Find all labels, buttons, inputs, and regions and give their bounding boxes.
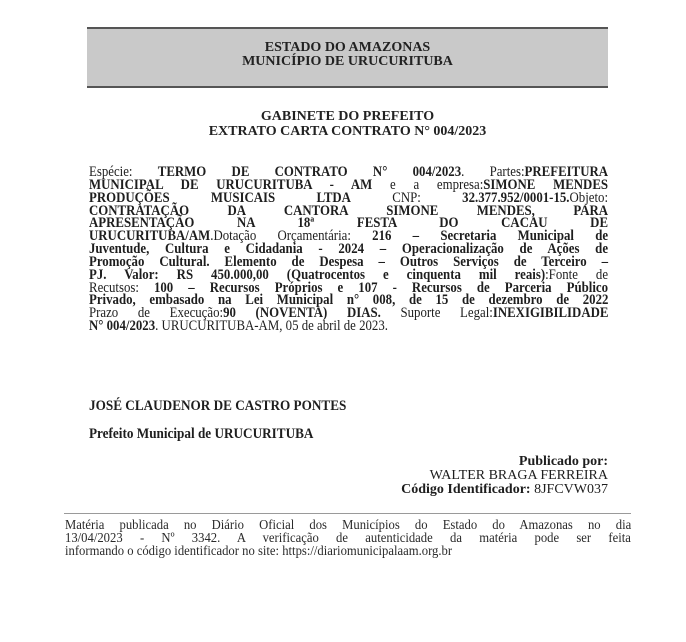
budget-text: Juventude, Cultura e Cidadania - 2024 – Operacionalização de Ações de bbox=[89, 241, 609, 258]
object-text: URUCURITUBA/AM bbox=[89, 228, 211, 245]
company-text: PRODUÇÕES MUSICAIS LTDA bbox=[89, 189, 351, 206]
label-recursos: Recutsos: bbox=[89, 279, 154, 296]
party-text: PREFEITURA bbox=[524, 164, 609, 180]
label-prazo: Prazo de Execução: bbox=[89, 305, 224, 322]
label-objeto: Objeto: bbox=[569, 189, 609, 206]
footer-line: informando o código identificador no site: https://diariomunicipalaam.org.br bbox=[65, 544, 453, 560]
legal-basis: INEXIGIBILIDADE bbox=[492, 305, 609, 322]
divider bbox=[64, 513, 631, 514]
execution-term: 90 (NOVENTA) DIAS. bbox=[223, 305, 381, 322]
published-by-label: Publicado por: bbox=[518, 454, 608, 469]
label-cnp: CNP: bbox=[350, 189, 463, 206]
label-especie: Espécie: bbox=[89, 164, 158, 180]
place-date: . URUCURITUBA-AM, 05 de abril de 2023. bbox=[155, 318, 388, 335]
footer-note bbox=[65, 519, 631, 559]
budget-text: Promoção Cultural. Elemento de Despesa – Outros Serviços de Terceiro – bbox=[89, 253, 609, 270]
publisher-name: WALTER BRAGA FERREIRA bbox=[429, 468, 608, 483]
legal-basis: N° 004/2023 bbox=[89, 318, 156, 335]
footer-line: 13/04/2023 - Nº 3342. A verificação de autenticidade da matéria pode ser feita bbox=[65, 531, 631, 547]
municipality-name: MUNICÍPIO DE URUCURITUBA bbox=[242, 54, 453, 69]
object-text: CONTRATAÇÃO DA CANTORA SIMONE MENDES, PARA bbox=[89, 202, 609, 219]
footer-line: Matéria publicada no Diário Oficial dos Municípios do Estado do Amazonas no dia bbox=[65, 518, 632, 533]
cnpj-value: 32.377.952/0001-15. bbox=[462, 189, 570, 206]
label-suporte-legal: Suporte Legal: bbox=[380, 305, 493, 322]
office-title: GABINETE DO PREFEITO bbox=[260, 109, 435, 124]
company-text: SIMONE MENDES bbox=[483, 176, 609, 193]
object-text: APRESENTAÇÃO NA 18ª FESTA DO CACAU DE bbox=[89, 215, 609, 232]
body-line bbox=[89, 320, 608, 333]
resources-text: 100 – Recursos Próprios e 107 - Recursos de Parceria Público bbox=[153, 279, 609, 296]
identifier-code bbox=[248, 483, 608, 497]
identifier-code-value: 8JFCVW037 bbox=[530, 482, 608, 497]
label-dotacao: .Dotação Orçamentária: bbox=[210, 228, 373, 245]
signatory-name: JOSÉ CLAUDENOR DE CASTRO PONTES bbox=[89, 398, 347, 414]
identifier-code-label: Código Identificador: bbox=[401, 482, 531, 497]
header-box bbox=[87, 27, 608, 88]
signatory-role: Prefeito Municipal de URUCURITUBA bbox=[89, 426, 314, 442]
contract-type: TERMO DE CONTRATO N° 004/2023 bbox=[157, 164, 462, 180]
label-empresa: e a empresa: bbox=[372, 176, 484, 193]
contract-body bbox=[89, 166, 608, 333]
state-name: ESTADO DO AMAZONAS bbox=[264, 40, 431, 55]
label-fonte: :Fonte de bbox=[545, 266, 609, 283]
label-partes: . Partes: bbox=[461, 164, 525, 180]
contract-value: PJ. Valor: RS 450.000,00 (Quatrocentos e cinquenta mil reais) bbox=[89, 266, 546, 283]
party-text: MUNICIPAL DE URUCURITUBA - AM bbox=[89, 176, 373, 193]
budget-text: 216 – Secretaria Municipal de bbox=[372, 228, 609, 245]
resources-text: Privado, embasado na Lei Municipal n° 008, de 15 de dezembro de 2022 bbox=[89, 292, 609, 309]
document-title: EXTRATO CARTA CONTRATO N° 004/2023 bbox=[208, 124, 487, 139]
